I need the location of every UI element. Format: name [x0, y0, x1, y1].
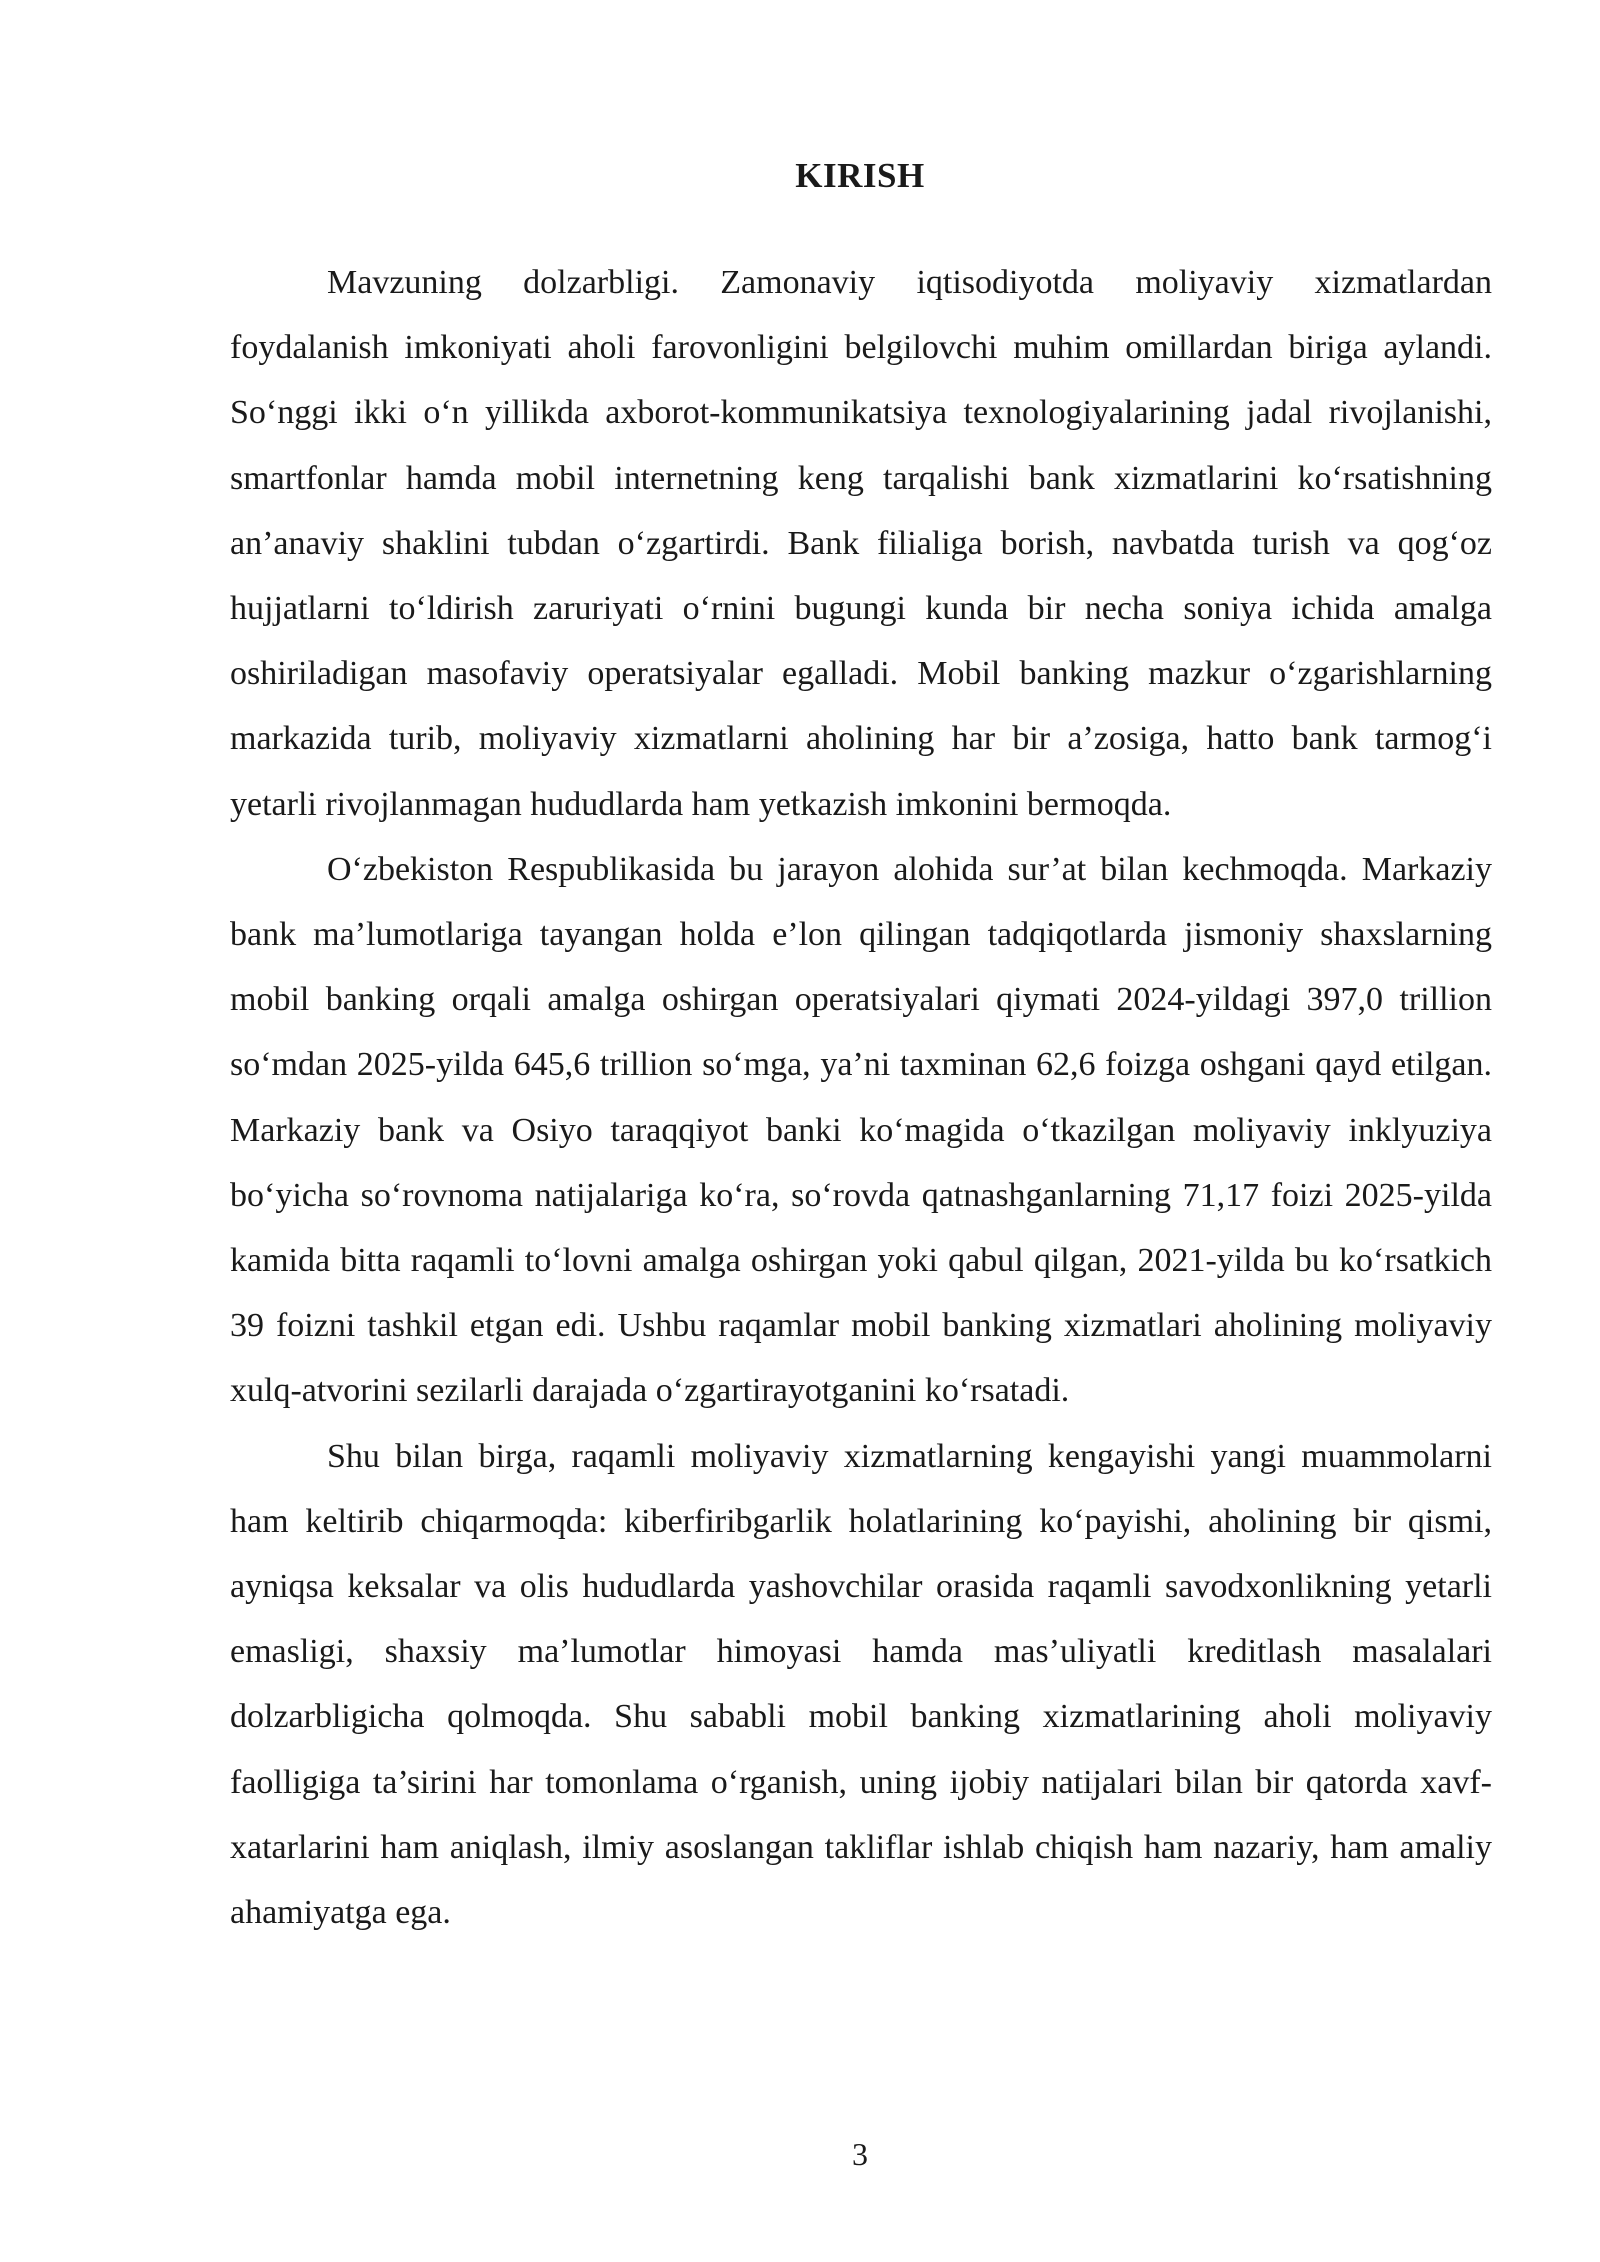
section-title: KIRISH: [795, 156, 925, 195]
paragraph-uzbekistan-statistics: O‘zbekiston Respublikasida bu jarayon alohida sur’at bilan kechmoqda. Markaziy bank ma’lumotlariga tayangan holda e’lon qilingan tadqiqotlarda jismoniy shaxslarning mobil banking orqali amalga oshirgan operatsiyalari qiymati 2024-yildagi 397,0 trillion so‘mdan 2025-yilda 645,6 trillion so‘mga, ya’ni taxminan 62,6 foizga oshgani qayd etilgan. Markaziy bank va Osiyo taraqqiyot banki ko‘magida o‘tkazilgan moliyaviy inklyuziya bo‘yicha so‘rovnoma natijalariga ko‘ra, so‘rovda qatnashganlarning 71,17 foizi 2025-yilda kamida bitta raqamli to‘lovni amalga oshirgan yoki qabul qilgan, 2021-yilda bu ko‘rsatkich 39 foizni tashkil etgan edi. Ushbu raqamlar mobil banking xizmatlari aholining moliyaviy xulq-atvorini sezilarli darajada o‘zgartirayotganini ko‘rsatadi.: [230, 850, 1492, 1410]
paragraph-relevance: Mavzuning dolzarbligi. Zamonaviy iqtisodiyotda moliyaviy xizmatlardan foydalanish imkoniyati aholi farovonligini belgilovchi muhim omillardan biriga aylandi. So‘nggi ikki o‘n yillikda axborot-kommunikatsiya texnologiyalarining jadal rivojlanishi, smartfonlar hamda mobil internetning keng tarqalishi bank xizmatlarini ko‘rsatishning an’anaviy shaklini tubdan o‘zgartirdi. Bank filialiga borish, navbatda turish va qog‘oz hujjatlarni to‘ldirish zaruriyati o‘rnini bugungi kunda bir necha soniya ichida amalga oshiriladigan masofaviy operatsiyalar egalladi. Mobil banking mazkur o‘zgarishlarning markazida turib, moliyaviy xizmatlarni aholining har bir a’zosiga, hatto bank tarmog‘i yetarli rivojlanmagan hududlarda ham yetkazish imkonini bermoqda.: [230, 264, 1492, 823]
paragraph-challenges: Shu bilan birga, raqamli moliyaviy xizmatlarning kengayishi yangi muammolarni ham keltirib chiqarmoqda: kiberfiribgarlik holatlarining ko‘payishi, aholining bir qismi, ayniqsa keksalar va olis hududlarda yashovchilar orasida raqamli savodxonlikning yetarli emasligi, shaxsiy ma’lumotlar himoyasi hamda mas’uliyatli kreditlash masalalari dolzarbligicha qolmoqda. Shu sababli mobil banking xizmatlarining aholi moliyaviy faolligiga ta’sirini har tomonlama o‘rganish, uning ijobiy natijalari bilan bir qatorda xavf-xatarlarini ham aniqlash, ilmiy asoslangan takliflar ishlab chiqish ham nazariy, ham amaliy ahamiyatga ega.: [230, 1437, 1492, 1932]
page-number: 3: [852, 2136, 868, 2172]
body-text: [230, 250, 1492, 1945]
